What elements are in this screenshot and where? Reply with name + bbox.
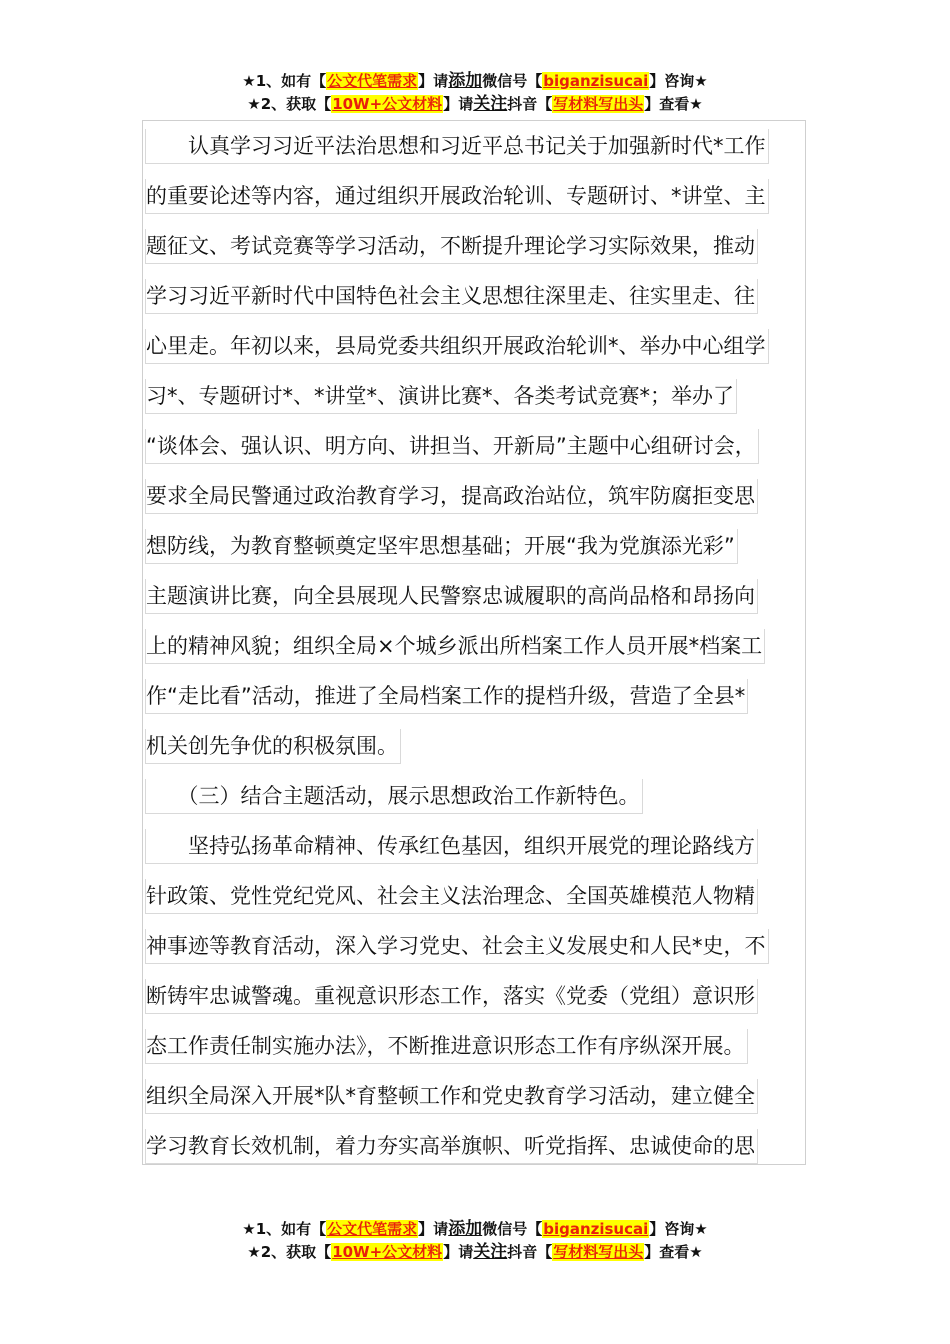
section-heading-text: （三）结合主题活动，展示思想政治工作新特色。 xyxy=(145,779,643,814)
body-line-text: 想防线，为教育整顿奠定坚牢思想基础；开展“我为党旗添光彩” xyxy=(145,529,738,564)
banner-text: 】咨询★ xyxy=(649,72,708,90)
body-line xyxy=(145,128,769,164)
banner-text: ★1、如有【 xyxy=(242,1220,327,1238)
body-line xyxy=(145,878,758,914)
body-line xyxy=(145,228,758,264)
banner-text: ★2、获取【 xyxy=(247,1243,332,1261)
body-line xyxy=(145,678,748,714)
banner-emphasis: 添加 xyxy=(448,71,483,91)
body-line-text: 主题演讲比赛，向全县展现人民警察忠诚履职的高尚品格和昂扬向 xyxy=(145,579,758,614)
body-line xyxy=(145,1078,758,1114)
banner-douyin-account: 写材料写出头 xyxy=(553,1243,644,1261)
body-line xyxy=(145,728,401,764)
body-line xyxy=(145,328,769,364)
body-line xyxy=(145,1128,758,1164)
body-line-text: 要求全局民警通过政治教育学习，提高政治站位，筑牢防腐拒变思 xyxy=(145,479,758,514)
body-line xyxy=(145,828,758,864)
body-line-text: 认真学习习近平法治思想和习近平总书记关于加强新时代*工作 xyxy=(145,129,769,164)
body-line-text: 坚持弘扬革命精神、传承红色基因，组织开展党的理论路线方 xyxy=(145,829,758,864)
banner-text: 微信号【 xyxy=(482,72,543,90)
body-line xyxy=(145,178,769,214)
banner-line-1 xyxy=(0,70,950,93)
banner-text: 微信号【 xyxy=(482,1220,543,1238)
banner-highlight: 10W+公文材料 xyxy=(332,95,443,113)
body-line-text: “谈体会、强认识、明方向、讲担当、开新局”主题中心组研讨会， xyxy=(145,429,759,464)
body-line-text: 题征文、考试竞赛等学习活动，不断提升理论学习实际效果，推动 xyxy=(145,229,758,264)
banner-highlight: 10W+公文材料 xyxy=(332,1243,443,1261)
banner-text: 】请 xyxy=(443,95,474,113)
body-line xyxy=(145,978,758,1014)
body-line xyxy=(145,278,758,314)
body-line-text: 的重要论述等内容，通过组织开展政治轮训、专题研讨、*讲堂、主 xyxy=(145,179,769,214)
banner-line-1 xyxy=(0,1218,950,1241)
banner-text: 】请 xyxy=(418,72,449,90)
banner-text: 】请 xyxy=(418,1220,449,1238)
banner-text: 抖音【 xyxy=(507,1243,553,1261)
body-line xyxy=(145,378,737,414)
body-line-text: 态工作责任制实施办法》，不断推进意识形态工作有序纵深开展。 xyxy=(145,1029,748,1064)
banner-emphasis: 关注 xyxy=(473,1242,508,1262)
body-line-text: 学习习近平新时代中国特色社会主义思想往深里走、往实里走、往 xyxy=(145,279,758,314)
banner-text: 】查看★ xyxy=(644,95,703,113)
banner-text: ★1、如有【 xyxy=(242,72,327,90)
banner-wechat-id: biganzisucai xyxy=(543,1220,649,1238)
body-line xyxy=(145,1028,748,1064)
banner-emphasis: 关注 xyxy=(473,94,508,114)
body-line-text: 学习教育长效机制，着力夯实高举旗帜、听党指挥、忠诚使命的思 xyxy=(145,1129,758,1164)
banner-text: ★2、获取【 xyxy=(247,95,332,113)
header-banner xyxy=(0,70,950,116)
body-line-text: 组织全局深入开展*队*育整顿工作和党史教育学习活动，建立健全 xyxy=(145,1079,758,1114)
body-line xyxy=(145,528,738,564)
body-line-text: 作“走比看”活动，推进了全局档案工作的提档升级，营造了全县* xyxy=(145,679,748,714)
body-line xyxy=(145,428,759,464)
body-line-text: 针政策、党性党纪党风、社会主义法治理念、全国英雄模范人物精 xyxy=(145,879,758,914)
body-line xyxy=(145,478,758,514)
banner-line-2 xyxy=(0,93,950,116)
banner-text: 】咨询★ xyxy=(649,1220,708,1238)
body-line-text: 断铸牢忠诚警魂。重视意识形态工作，落实《党委（党组）意识形 xyxy=(145,979,758,1014)
banner-douyin-account: 写材料写出头 xyxy=(553,95,644,113)
body-line-text: 心里走。年初以来，县局党委共组织开展政治轮训*、举办中心组学 xyxy=(145,329,769,364)
body-line-text: 上的精神风貌；组织全局×个城乡派出所档案工作人员开展*档案工 xyxy=(145,629,765,664)
footer-banner xyxy=(0,1218,950,1264)
banner-text: 】查看★ xyxy=(644,1243,703,1261)
body-line-text: 习*、专题研讨*、*讲堂*、演讲比赛*、各类考试竞赛*；举办了 xyxy=(145,379,737,414)
body-line xyxy=(145,578,758,614)
banner-line-2 xyxy=(0,1241,950,1264)
section-heading xyxy=(145,778,643,814)
banner-text: 】请 xyxy=(443,1243,474,1261)
banner-emphasis: 添加 xyxy=(448,1219,483,1239)
body-line-text: 神事迹等教育活动，深入学习党史、社会主义发展史和人民*史，不 xyxy=(145,929,769,964)
banner-wechat-id: biganzisucai xyxy=(543,72,649,90)
banner-text: 抖音【 xyxy=(507,95,553,113)
body-line xyxy=(145,628,765,664)
banner-highlight: 公文代笔需求 xyxy=(327,1220,418,1238)
banner-highlight: 公文代笔需求 xyxy=(327,72,418,90)
body-line-text: 机关创先争优的积极氛围。 xyxy=(145,729,401,764)
body-line xyxy=(145,928,769,964)
